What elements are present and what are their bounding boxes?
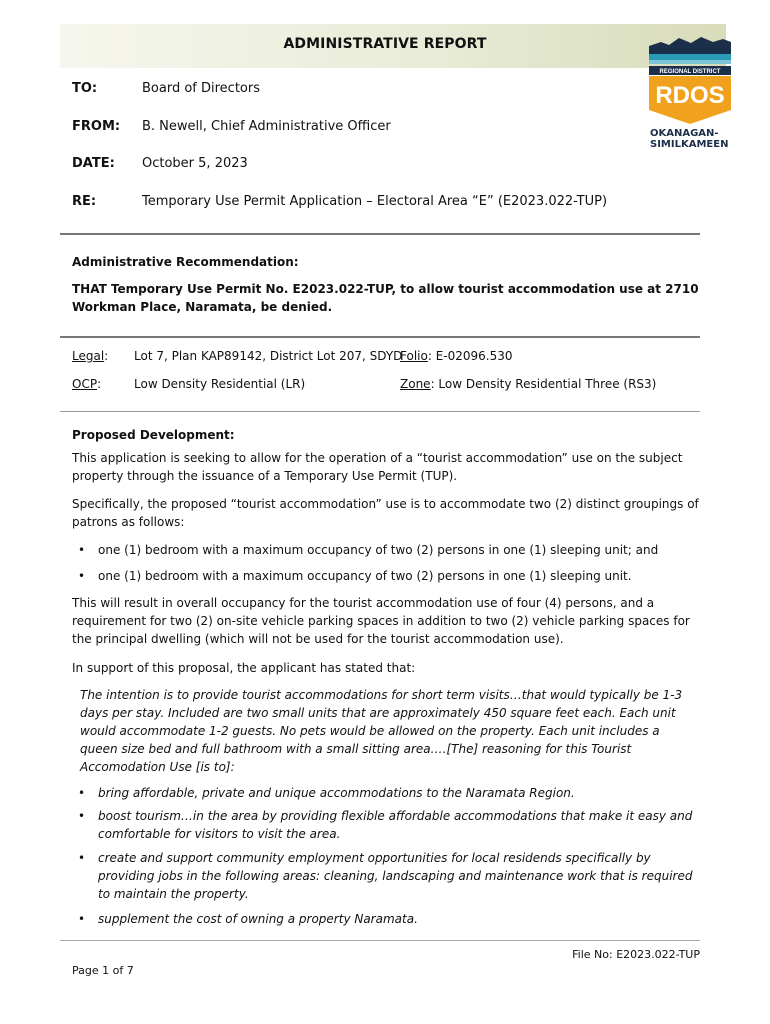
memo-from-value: B. Newell, Chief Administrative Officer — [142, 119, 391, 134]
list-item-text: bring affordable, private and unique accommodations to the Naramata Region. — [98, 786, 575, 800]
bullet-icon: • — [78, 912, 86, 926]
folio-value: E-02096.530 — [435, 349, 513, 363]
zone-label: Zone — [400, 377, 431, 391]
ocp-label: OCP — [72, 377, 98, 391]
applicant-quote: The intention is to provide tourist accommodations for short term visits…that would typically be 1-3 days per stay. Included are two small units that are approximately 450 square feet each. Each unit would accommodate 1-2 guests. No pets would be allowed on the property. Each unit includes a queen size bed and full bathroom with a small sitting area.…[The] reasoning for this Tourist Accomodation Use [is to]: — [80, 688, 683, 774]
bullet-icon: • — [78, 851, 86, 865]
memo-re-value: Temporary Use Permit Application – Electoral Area “E” (E2023.022-TUP) — [142, 194, 608, 209]
ocp-field: OCP: — [72, 377, 102, 391]
bullet-icon: • — [78, 786, 86, 800]
logo-name-line1: OKANAGAN- — [650, 128, 719, 139]
recommendation-line-1: THAT Temporary Use Permit No. E2023.022-TUP, to allow tourist accommodation use at 2710 — [72, 282, 699, 296]
memo-date-value: October 5, 2023 — [142, 156, 248, 171]
divider — [60, 233, 700, 235]
logo-acronym: RDOS — [655, 82, 725, 109]
legal-value: Lot 7, Plan KAP89142, District Lot 207, SDYD — [134, 349, 403, 363]
list-item-text: create and support community employment opportunities for local residends specifically by providing jobs in the following areas: cleaning, landscaping and maintenance work that is required to maintain the property. — [98, 851, 693, 901]
list-item-text: one (1) bedroom with a maximum occupancy of two (2) persons in one (1) sleeping unit. — [98, 569, 632, 583]
page-number: Page 1 of 7 — [72, 964, 134, 977]
proposed-heading: Proposed Development: — [72, 428, 235, 442]
list-item-text: boost tourism…in the area by providing flexible affordable accommodations that make it easy and comfortable for visitors to visit the area. — [98, 809, 693, 841]
report-title: ADMINISTRATIVE REPORT — [283, 36, 487, 52]
list-item-text: supplement the cost of owning a property Naramata. — [98, 912, 418, 926]
bullet-icon: • — [78, 809, 86, 823]
zone-field: Zone: Low Density Residential Three (RS3) — [400, 377, 657, 391]
bullet-icon: • — [78, 543, 86, 557]
recommendation-heading: Administrative Recommendation: — [72, 255, 299, 269]
memo-date-label: DATE: — [72, 156, 115, 171]
logo-name-line2: SIMILKAMEEN — [650, 139, 729, 150]
divider — [60, 336, 700, 338]
memo-to-label: TO: — [72, 81, 98, 96]
folio-field: Folio: E-02096.530 — [400, 349, 513, 363]
memo-to-value: Board of Directors — [142, 81, 260, 96]
legal-field: Legal: — [72, 349, 109, 363]
file-number: File No: E2023.022-TUP — [572, 948, 700, 961]
zone-value: Low Density Residential Three (RS3) — [438, 377, 657, 391]
logo-band-text: REGIONAL DISTRICT — [659, 69, 721, 75]
paragraph-4: In support of this proposal, the applicant has stated that: — [72, 661, 416, 675]
divider — [60, 411, 700, 412]
footer-divider — [60, 940, 700, 941]
list-item-text: one (1) bedroom with a maximum occupancy of two (2) persons in one (1) sleeping unit; and — [98, 543, 659, 557]
bullet-icon: • — [78, 569, 86, 583]
memo-re-label: RE: — [72, 194, 97, 209]
legal-label: Legal — [72, 349, 105, 363]
paragraph-2: Specifically, the proposed “tourist accommodation” use is to accommodate two (2) distinct groupings of patrons as follows: — [72, 497, 699, 529]
logo-name — [650, 128, 732, 150]
ocp-value: Low Density Residential (LR) — [134, 377, 306, 391]
paragraph-3: This will result in overall occupancy for the tourist accommodation use of four (4) persons, and a requirement for two (2) on-site vehicle parking spaces in addition to two (2) vehicle parking spaces for the principal dwelling (which will not be used for the tourist accommodation use). — [72, 596, 690, 646]
folio-label: Folio — [400, 349, 428, 363]
paragraph-1: This application is seeking to allow for the operation of a “tourist accommodation” use on the subject property through the issuance of a Temporary Use Permit (TUP). — [72, 451, 683, 483]
recommendation-line-2: Workman Place, Naramata, be denied. — [72, 300, 333, 314]
memo-from-label: FROM: — [72, 119, 121, 134]
